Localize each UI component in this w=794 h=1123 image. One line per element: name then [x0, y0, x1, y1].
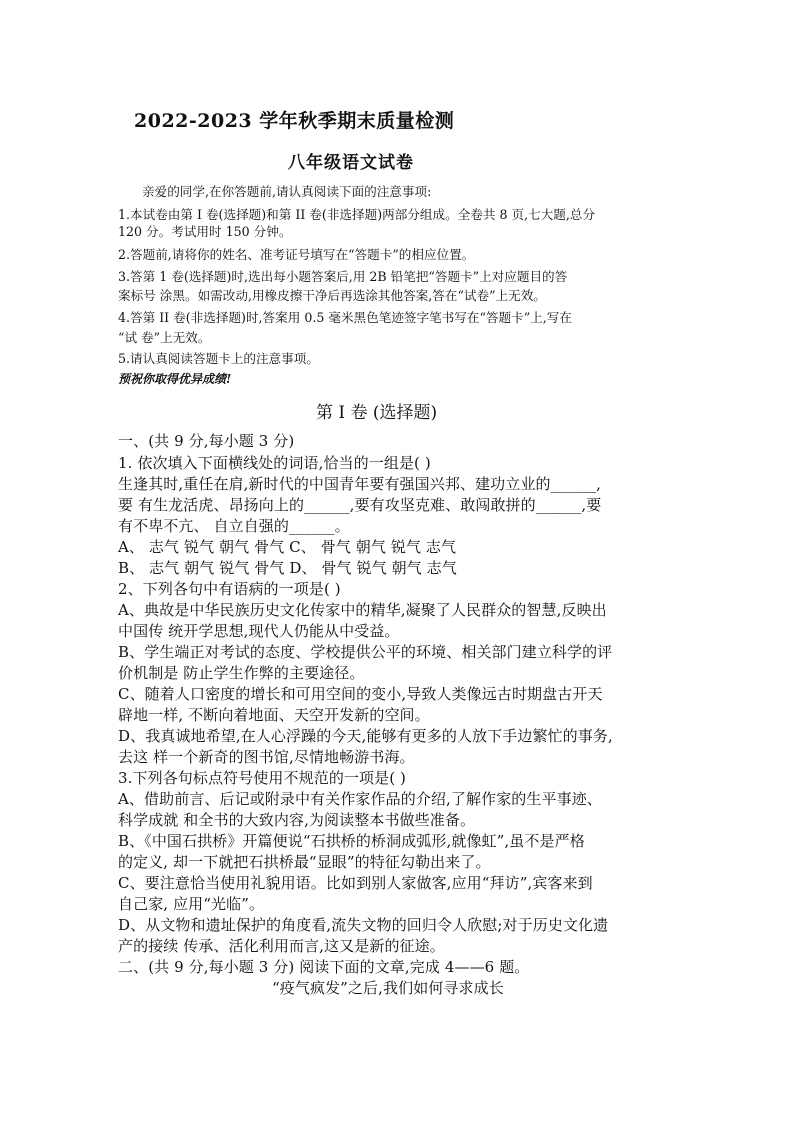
instruction-2: 2.答题前,请将你的姓名、准考证号填写在“答题卡”的相应位置。: [118, 247, 475, 262]
q1-text-line-1: 生逢其时,重任在肩,新时代的中国青年要有强国兴邦、建功立业的______,: [118, 475, 602, 493]
good-luck-wish: 预祝你取得优异成绩!: [118, 372, 232, 386]
q2-option-c-line-2: 辟地一样, 不断向着地面、天空开发新的空间。: [118, 706, 430, 724]
q2-option-b-line-2: 价机制是 防止学生作弊的主要途径。: [118, 664, 365, 682]
q3-option-d-line-2: 产的接续 传承、活化利用而言,这又是新的征途。: [118, 937, 445, 955]
instruction-1-line-1: 1.本试卷由第 I 卷(选择题)和第 II 卷(非选择题)两部分组成。全卷共 8 页,七大题,总分: [118, 207, 596, 222]
q3-option-c-line-2: 自己家, 应用“光临”。: [118, 895, 265, 913]
section-1-title: 第 I 卷 (选择题): [316, 403, 438, 423]
q2-option-a-line-2: 中国传 统开学思想,现代人仍能从中受益。: [118, 622, 400, 640]
q3-option-a-line-1: A、借助前言、后记或附录中有关作家作品的介绍,了解作家的生平事迹、: [118, 790, 602, 808]
q1-options-a-c: A、 志气 锐气 朝气 骨气 C、 骨气 朝气 锐气 志气: [118, 538, 457, 556]
q3-option-a-line-2: 科学成就 和全书的大致内容,为阅读整本书做些准备。: [118, 811, 476, 829]
exam-title: 2022-2023 学年秋季期末质量检测: [134, 110, 455, 132]
instruction-1-line-2: 120 分。考试用时 150 分钟。: [118, 224, 292, 239]
q2-option-a-line-1: A、典故是中华民族历史文化传家中的精华,凝聚了人民群众的智慧,反映出: [118, 601, 607, 619]
part-2-heading: 二、(共 9 分,每小题 3 分) 阅读下面的文章,完成 4——6 题。: [118, 958, 530, 976]
part-1-heading: 一、(共 9 分,每小题 3 分): [118, 432, 295, 450]
q1-stem: 1. 依次填入下面横线处的词语,恰当的一组是( ): [118, 454, 431, 472]
q2-option-c-line-1: C、随着人口密度的增长和可用空间的变小,导致人类像远古时期盘古开天: [118, 685, 603, 703]
instruction-4-line-2: “试 卷”上无效。: [118, 330, 211, 345]
q1-options-b-d: B、 志气 朝气 锐气 骨气 D、 骨气 锐气 朝气 志气: [118, 559, 457, 577]
q2-option-b-line-1: B、学生端正对考试的态度、学校提供公平的环境、相关部门建立科学的评: [118, 643, 613, 661]
instruction-3-line-1: 3.答第 1 卷(选择题)时,选出每小题答案后,用 2B 铅笔把“答题卡”上对应题目的答: [118, 269, 568, 284]
instruction-3-line-2: 案标号 涂黑。如需改动,用橡皮擦干净后再选涂其他答案,答在“试卷”上无效。: [118, 288, 546, 303]
q3-option-b-line-1: B、《中国石拱桥》开篇便说“石拱桥的桥洞成弧形,就像虹”,虽不是严格: [118, 832, 585, 850]
instructions-intro: 亲爱的同学,在你答题前,请认真阅读下面的注意事项:: [142, 184, 432, 199]
q2-option-d-line-1: D、我真诚地希望,在人心浮躁的今天,能够有更多的人放下手边繁忙的事务,: [118, 727, 613, 745]
q3-option-b-line-2: 的定义, 却一下就把石拱桥最“显眼”的特征勾勒出来了。: [118, 853, 491, 871]
q3-stem: 3.下列各句标点符号使用不规范的一项是( ): [118, 769, 406, 787]
instruction-4-line-1: 4.答第 II 卷(非选择题)时,答案用 0.5 毫米黑色笔迹签字笔书写在“答题卡”上,写在: [118, 310, 572, 325]
q3-option-d-line-1: D、从文物和遗址保护的角度看,流失文物的回归令人欣慰;对于历史文化遗: [118, 916, 609, 934]
q1-text-line-2: 要 有生龙活虎、昂扬向上的______,要有攻坚克难、敢闯敢拼的______,要: [118, 496, 602, 514]
instruction-5: 5.请认真阅读答题卡上的注意事项。: [118, 351, 319, 366]
exam-subtitle: 八年级语文试卷: [288, 153, 414, 173]
q2-option-d-line-2: 去这 样一个新奇的图书馆,尽情地畅游书海。: [118, 748, 415, 766]
article-title: “疫气疯发”之后,我们如何寻求成长: [272, 979, 504, 997]
q2-stem: 2、下列各句中有语病的一项是( ): [118, 580, 341, 598]
q1-text-line-3: 有不卑不亢、 自立自强的______。: [118, 517, 350, 535]
q3-option-c-line-1: C、要注意恰当使用礼貌用语。比如到别人家做客,应用“拜访”,宾客来到: [118, 874, 593, 892]
